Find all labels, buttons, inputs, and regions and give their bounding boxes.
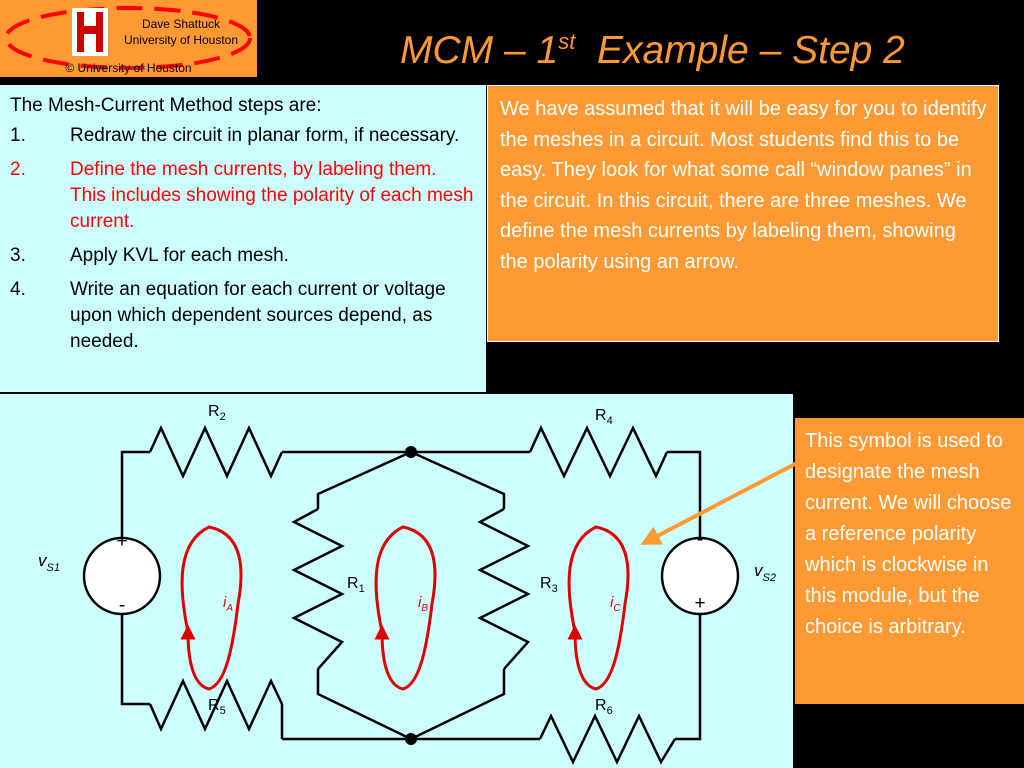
label-ia-sub: A <box>226 603 234 614</box>
resistor-r6 <box>540 716 675 762</box>
label-r6-sub: 6 <box>606 705 613 717</box>
vs1-bottom-polarity: - <box>118 595 126 616</box>
node-bottom <box>405 733 417 745</box>
node-top <box>405 446 417 458</box>
title-rest: Example – Step 2 <box>597 29 905 72</box>
label-r6-base: R <box>595 697 607 714</box>
logo-university: University of Houston <box>123 33 239 47</box>
label-r2 <box>208 403 226 423</box>
note-mesh-symbol: This symbol is used to designate the mesh current. We will choose a reference polarity which is clockwise in this module, but the choice is arbitrary. <box>795 418 1024 704</box>
resistor-r2 <box>150 428 282 476</box>
label-vs1-base: v <box>38 551 47 570</box>
vs2-bottom-polarity: + <box>694 593 706 614</box>
circuit-diagram <box>0 394 1024 768</box>
label-r3 <box>540 575 558 595</box>
label-r5-base: R <box>208 697 220 714</box>
step-text: Define the mesh currents, by labeling them. This includes showing the polarity of each mesh current. <box>70 159 474 232</box>
callout-arrow <box>644 463 797 543</box>
step-item <box>10 277 476 355</box>
label-ia <box>223 594 233 614</box>
label-vs2-base: v <box>754 561 763 580</box>
logo-box <box>0 0 257 77</box>
steps-intro: The Mesh-Current Method steps are: <box>10 95 322 116</box>
step-number: 1. <box>10 125 26 146</box>
label-ib <box>418 594 428 614</box>
label-r1 <box>347 575 365 595</box>
label-vs1-sub: S1 <box>46 562 60 574</box>
label-r3-base: R <box>540 575 552 592</box>
step-item-highlighted <box>10 157 476 235</box>
note-window-panes: We have assumed that it will be easy for you to identify the meshes in a circuit. Most students find this to be easy. They look for what some call “window panes” in the circuit. In this circuit, there are three meshes. We define the mesh currents by labeling them, showing the polarity using an arrow. <box>487 85 999 342</box>
title-superscript: st <box>558 29 576 54</box>
label-r6 <box>595 697 613 717</box>
step-text: Redraw the circuit in planar form, if necessary. <box>70 125 460 146</box>
resistor-r4 <box>530 428 667 476</box>
step-number: 3. <box>10 245 26 266</box>
label-r1-sub: 1 <box>358 583 365 595</box>
step-text: Apply KVL for each mesh. <box>70 245 289 266</box>
label-r1-base: R <box>347 575 359 592</box>
slide-title <box>400 28 905 74</box>
logo-copyright: © University of Houston <box>65 61 192 75</box>
title-main: MCM – 1 <box>400 29 559 72</box>
step-item <box>10 243 476 269</box>
label-ia-base: i <box>223 594 227 611</box>
resistor-r3 <box>480 509 528 669</box>
label-vs2 <box>754 561 776 584</box>
step-item <box>10 123 476 149</box>
label-ib-base: i <box>418 594 422 611</box>
label-ic-sub: C <box>613 603 621 614</box>
step-number: 2. <box>10 159 26 180</box>
label-ic <box>610 594 621 614</box>
vs1-top-polarity: + <box>116 531 128 552</box>
step-number: 4. <box>10 279 26 300</box>
resistor-r1 <box>294 509 342 669</box>
label-r2-base: R <box>208 403 220 420</box>
label-vs2-sub: S2 <box>762 572 776 584</box>
label-r4-sub: 4 <box>606 415 613 427</box>
label-ib-sub: B <box>421 603 429 614</box>
label-vs1 <box>38 551 60 574</box>
logo-author: Dave Shattuck <box>141 17 221 31</box>
label-ic-base: i <box>610 594 614 611</box>
label-r5-sub: 5 <box>219 705 226 717</box>
vs2-top-polarity: - <box>696 529 704 550</box>
label-r2-sub: 2 <box>219 411 226 423</box>
step-text: Write an equation for each current or voltage upon which dependent sources depend, as needed. <box>70 279 446 352</box>
label-r4-base: R <box>595 407 607 424</box>
label-r4 <box>595 407 613 427</box>
label-r3-sub: 3 <box>551 583 558 595</box>
steps-panel <box>0 85 486 392</box>
